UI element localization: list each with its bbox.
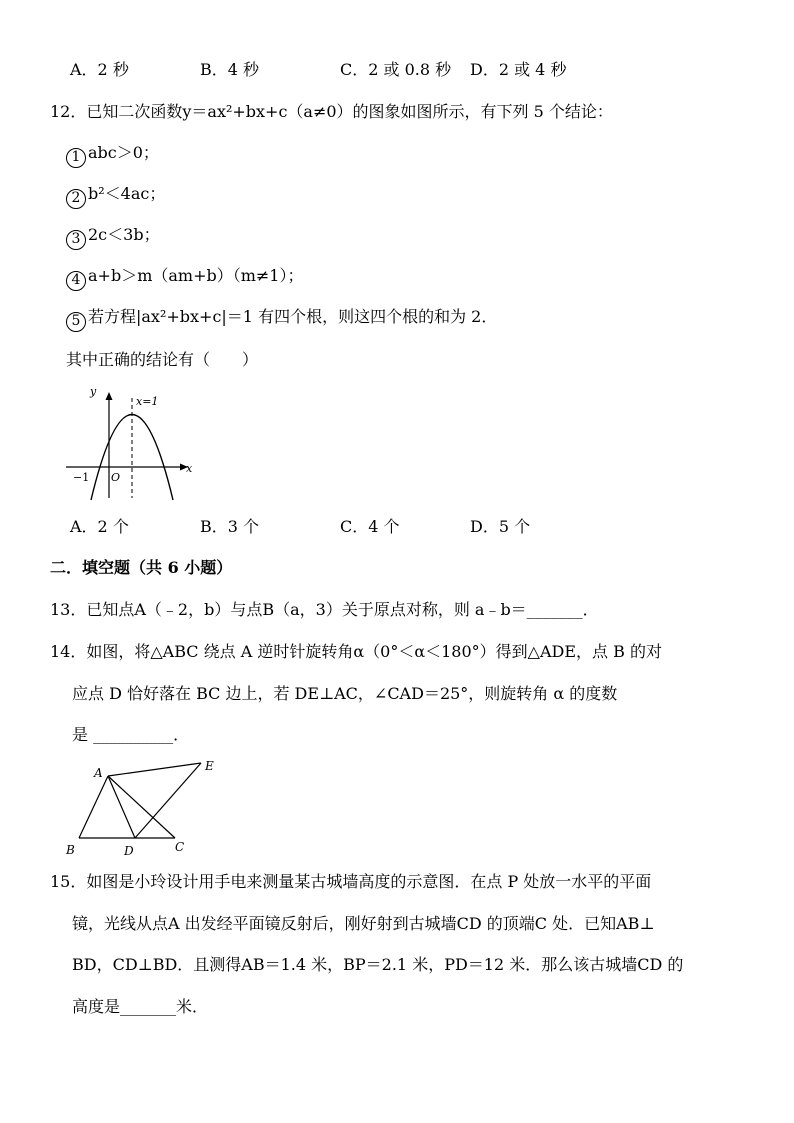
q12-option-d: D．5 个 [470, 517, 531, 536]
q14-line-2: 应点 D 恰好落在 BC 边上，若 DE⊥AC，∠CAD＝25°，则旋转角 α 的度数 [72, 684, 618, 703]
q11-option-d: D．2 或 4 秒 [470, 60, 567, 79]
circled-number-4: 4 [66, 271, 86, 291]
q12-option-a: A．2 个 [70, 517, 129, 536]
conclusion-text: 2c＜3b； [88, 225, 160, 244]
q12-option-c: C．4 个 [340, 517, 400, 536]
circled-number-1: 1 [66, 148, 86, 168]
circled-number-2: 2 [66, 189, 86, 209]
q11-option-b: B．4 秒 [200, 60, 260, 79]
q11-option-a: A．2 秒 [70, 60, 129, 79]
conclusion-text: a+b＞m（am+b）（m≠1）； [88, 266, 304, 285]
point-e-label: E [205, 759, 214, 773]
circled-number-3: 3 [66, 230, 86, 250]
conclusion-text: b²＜4ac； [88, 184, 166, 203]
x-axis-label: x [186, 462, 193, 475]
circled-number-5: 5 [66, 312, 86, 332]
point-a-label: A [94, 766, 103, 780]
parabola-figure [62, 380, 202, 505]
q14-line-1: 14．如图，将△ABC 绕点 A 逆时针旋转角α（0°＜α＜180°）得到△ADE，点 B 的对 [50, 642, 662, 661]
neg-one-label: −1 [73, 471, 90, 484]
q15-line-2: 镜，光线从点A 出发经平面镜反射后，刚好射到古城墙CD 的顶端C 处．已知AB⊥ [72, 914, 655, 933]
q13-text: 13．已知点A（﹣2，b）与点B（a，3）关于原点对称，则 a﹣b＝_______． [50, 600, 599, 619]
q12-conclusion-2 [66, 184, 165, 209]
q15-line-1: 15．如图是小玲设计用手电来测量某古城墙高度的示意图．在点 P 处放一水平的平面 [50, 872, 652, 891]
point-c-label: C [175, 840, 185, 854]
q12-conclusion-4 [66, 266, 303, 291]
q14-line-3: 是 __________． [72, 725, 190, 744]
q12-stem: 12．已知二次函数y＝ax²+bx+c（a≠0）的图象如图所示，有下列 5 个结论： [50, 102, 613, 121]
q15-line-4: 高度是_______米． [72, 997, 209, 1016]
q12-question: 其中正确的结论有（ ） [66, 350, 259, 369]
q12-conclusion-1 [66, 143, 159, 168]
symmetry-axis-label: x=1 [136, 395, 159, 408]
q12-conclusion-3 [66, 225, 160, 250]
q15-line-3: BD，CD⊥BD．且测得AB＝1.4 米，BP＝2.1 米，PD＝12 米．那么该古城墙CD 的 [72, 955, 684, 974]
origin-label: O [111, 471, 121, 484]
q11-option-c: C．2 或 0.8 秒 [340, 60, 452, 79]
point-d-label: D [124, 844, 134, 858]
q12-option-b: B．3 个 [200, 517, 260, 536]
point-b-label: B [66, 843, 75, 857]
conclusion-text: abc＞0； [88, 143, 159, 162]
rotation-figure [60, 755, 230, 863]
y-axis-label: y [90, 385, 97, 398]
q12-conclusion-5 [66, 307, 497, 332]
section-title: 二．填空题（共 6 小题） [50, 558, 233, 577]
conclusion-text: 若方程|ax²+bx+c|＝1 有四个根，则这四个根的和为 2． [88, 307, 498, 326]
